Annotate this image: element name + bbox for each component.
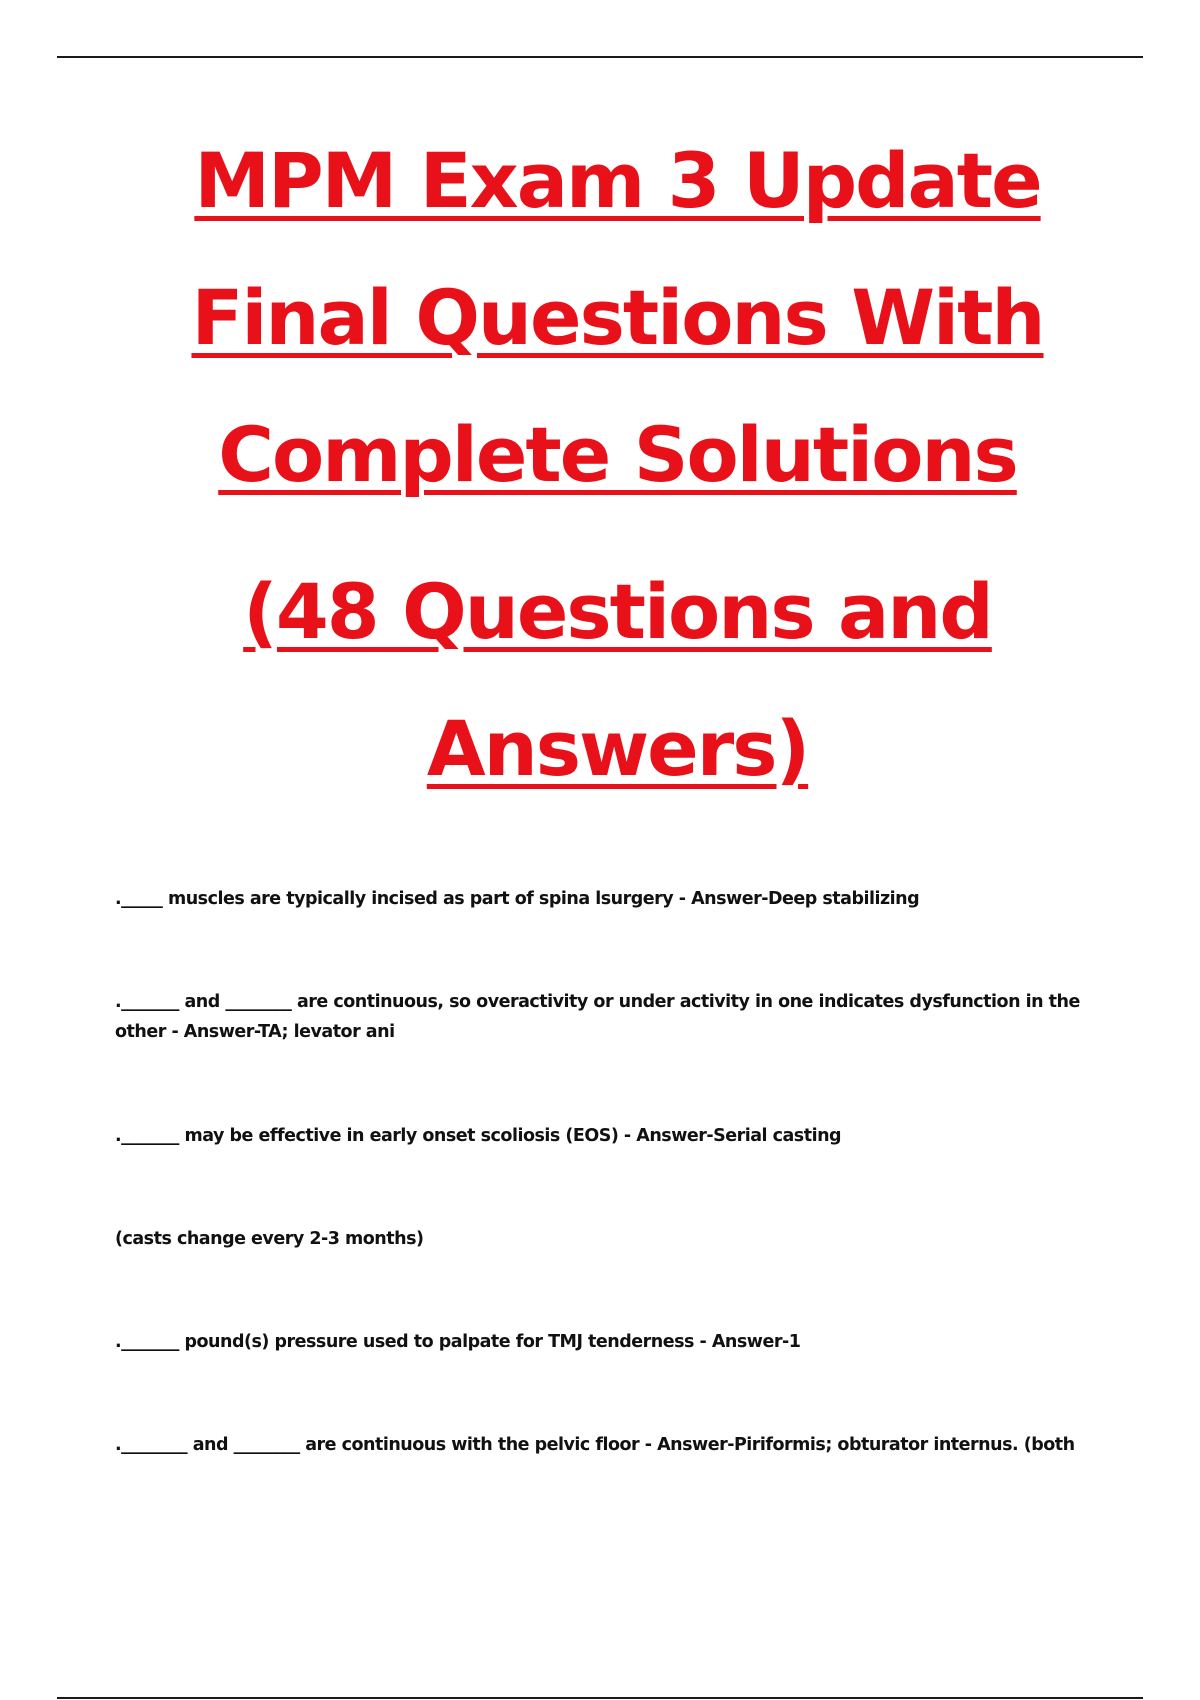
- bottom-rule: [57, 1697, 1143, 1699]
- top-rule: [57, 56, 1143, 58]
- answer-note: (casts change every 2-3 months): [115, 1229, 424, 1249]
- title-line-4: (48 Questions and: [243, 567, 992, 656]
- question-item: ._______ pound(s) pressure used to palpate for TMJ tenderness - Answer-1: [115, 1332, 801, 1352]
- title-line-3: Complete Solutions: [218, 410, 1017, 499]
- question-item: .________ and ________ are continuous with the pelvic floor - Answer-Piriformis; obturator internus. (both: [115, 1435, 1075, 1455]
- document-title: [60, 112, 1175, 817]
- question-item: ._____ muscles are typically incised as part of spina lsurgery - Answer-Deep stabilizing: [115, 889, 920, 909]
- title-line-1: MPM Exam 3 Update: [194, 136, 1041, 225]
- title-line-5: Answers): [426, 704, 809, 793]
- question-item: ._______ may be effective in early onset scoliosis (EOS) - Answer-Serial casting: [115, 1126, 842, 1146]
- title-line-2: Final Questions With: [191, 273, 1044, 362]
- question-item: ._______ and ________ are continuous, so overactivity or under activity in one indicates dysfunction in the other - Answer-TA; levator ani: [115, 992, 1080, 1042]
